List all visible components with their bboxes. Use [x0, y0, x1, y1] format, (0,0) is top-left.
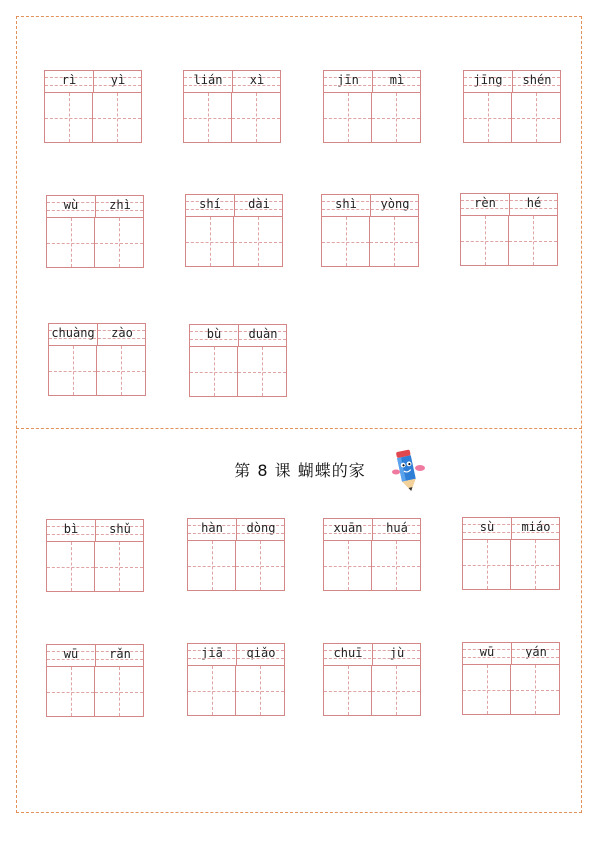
pinyin-label: lián	[193, 73, 223, 87]
pinyin-row	[47, 520, 143, 542]
pinyin-label: jiā	[201, 646, 223, 660]
writing-box[interactable]	[184, 93, 232, 142]
pinyin-row	[463, 518, 559, 540]
pinyin-label: zào	[111, 326, 133, 340]
pinyin-grid	[187, 643, 285, 716]
pinyin-label: dòng	[246, 521, 276, 535]
writing-box[interactable]	[188, 666, 236, 715]
writing-box[interactable]	[512, 93, 560, 142]
pinyin-label: rèn	[474, 196, 496, 210]
pinyin-grid	[44, 70, 142, 143]
writing-box[interactable]	[238, 347, 286, 396]
pinyin-label: wū	[63, 647, 79, 661]
pinyin-row	[461, 194, 557, 216]
writing-box[interactable]	[324, 666, 372, 715]
pinyin-label: chuī	[333, 646, 363, 660]
pinyin-row	[324, 644, 420, 666]
pinyin-label: bì	[63, 522, 79, 536]
pinyin-row	[184, 71, 280, 93]
writing-box[interactable]	[511, 665, 559, 714]
pinyin-grid	[46, 195, 144, 268]
pinyin-label: hé	[526, 196, 542, 210]
pinyin-label: jù	[389, 646, 405, 660]
pinyin-label: shì	[335, 197, 357, 211]
pinyin-label: sù	[479, 520, 495, 534]
pinyin-label: yòng	[380, 197, 410, 211]
pinyin-row	[464, 71, 560, 93]
pinyin-label: jīng	[473, 73, 503, 87]
pencil-mascot-icon	[391, 448, 427, 494]
pinyin-label: bù	[206, 327, 222, 341]
pinyin-label: huá	[386, 521, 408, 535]
writing-box[interactable]	[509, 216, 557, 265]
pinyin-label: zhì	[109, 198, 131, 212]
writing-box[interactable]	[232, 93, 280, 142]
writing-box[interactable]	[47, 667, 95, 716]
pinyin-label: dài	[248, 197, 270, 211]
pinyin-label: rǎn	[109, 647, 131, 661]
pinyin-label: hàn	[201, 521, 223, 535]
pinyin-label: chuàng	[51, 326, 95, 340]
pinyin-grid	[462, 517, 560, 590]
pinyin-label: yì	[110, 73, 126, 87]
pinyin-grid	[46, 644, 144, 717]
pinyin-label: yán	[525, 645, 547, 659]
pinyin-label: shí	[199, 197, 221, 211]
pinyin-grid	[323, 518, 421, 591]
pinyin-grid	[187, 518, 285, 591]
writing-box[interactable]	[511, 540, 559, 589]
pinyin-row	[49, 324, 145, 346]
pinyin-label: wū	[479, 645, 495, 659]
pinyin-row	[47, 196, 143, 218]
writing-box[interactable]	[93, 93, 141, 142]
writing-box[interactable]	[372, 93, 420, 142]
writing-box[interactable]	[463, 540, 511, 589]
writing-box[interactable]	[324, 93, 372, 142]
writing-box[interactable]	[370, 217, 418, 266]
pinyin-label: miáo	[521, 520, 551, 534]
pinyin-grid	[323, 643, 421, 716]
pinyin-grid	[183, 70, 281, 143]
writing-box[interactable]	[372, 666, 420, 715]
pinyin-grid	[321, 194, 419, 267]
pinyin-grid	[46, 519, 144, 592]
pinyin-label: xì	[249, 73, 265, 87]
pinyin-grid	[323, 70, 421, 143]
writing-box[interactable]	[463, 665, 511, 714]
pinyin-label: mì	[389, 73, 405, 87]
pinyin-row	[188, 519, 284, 541]
writing-box[interactable]	[49, 346, 97, 395]
writing-box[interactable]	[47, 542, 95, 591]
lesson-title: 第 8 课 蝴蝶的家	[234, 461, 366, 480]
pinyin-label: xuān	[333, 521, 363, 535]
pinyin-row	[324, 71, 420, 93]
writing-box[interactable]	[95, 667, 143, 716]
pinyin-grid	[460, 193, 558, 266]
pinyin-row	[190, 325, 286, 347]
writing-box[interactable]	[461, 216, 509, 265]
pinyin-label: rì	[61, 73, 77, 87]
pinyin-grid	[189, 324, 287, 397]
writing-box[interactable]	[372, 541, 420, 590]
pinyin-label: shén	[522, 73, 552, 87]
pinyin-row	[188, 644, 284, 666]
writing-box[interactable]	[234, 217, 282, 266]
writing-box[interactable]	[190, 347, 238, 396]
pinyin-row	[45, 71, 141, 93]
pinyin-row	[463, 643, 559, 665]
pinyin-label: shǔ	[109, 522, 131, 536]
writing-box[interactable]	[95, 218, 143, 267]
writing-box[interactable]	[95, 542, 143, 591]
writing-box[interactable]	[324, 541, 372, 590]
pinyin-grid	[462, 642, 560, 715]
pinyin-row	[322, 195, 418, 217]
writing-box[interactable]	[188, 541, 236, 590]
writing-box[interactable]	[322, 217, 370, 266]
pinyin-row	[186, 195, 282, 217]
writing-box[interactable]	[45, 93, 93, 142]
pinyin-label: qiǎo	[246, 646, 276, 660]
pinyin-label: duàn	[248, 327, 278, 341]
writing-box[interactable]	[236, 541, 284, 590]
pinyin-grid	[185, 194, 283, 267]
pinyin-grid	[463, 70, 561, 143]
pinyin-grid	[48, 323, 146, 396]
writing-box[interactable]	[464, 93, 512, 142]
pinyin-label: wù	[63, 198, 79, 212]
writing-box[interactable]	[186, 217, 234, 266]
writing-box[interactable]	[236, 666, 284, 715]
pinyin-row	[47, 645, 143, 667]
writing-box[interactable]	[97, 346, 145, 395]
pinyin-row	[324, 519, 420, 541]
section-divider	[16, 428, 582, 429]
pinyin-label: jīn	[337, 73, 359, 87]
writing-box[interactable]	[47, 218, 95, 267]
